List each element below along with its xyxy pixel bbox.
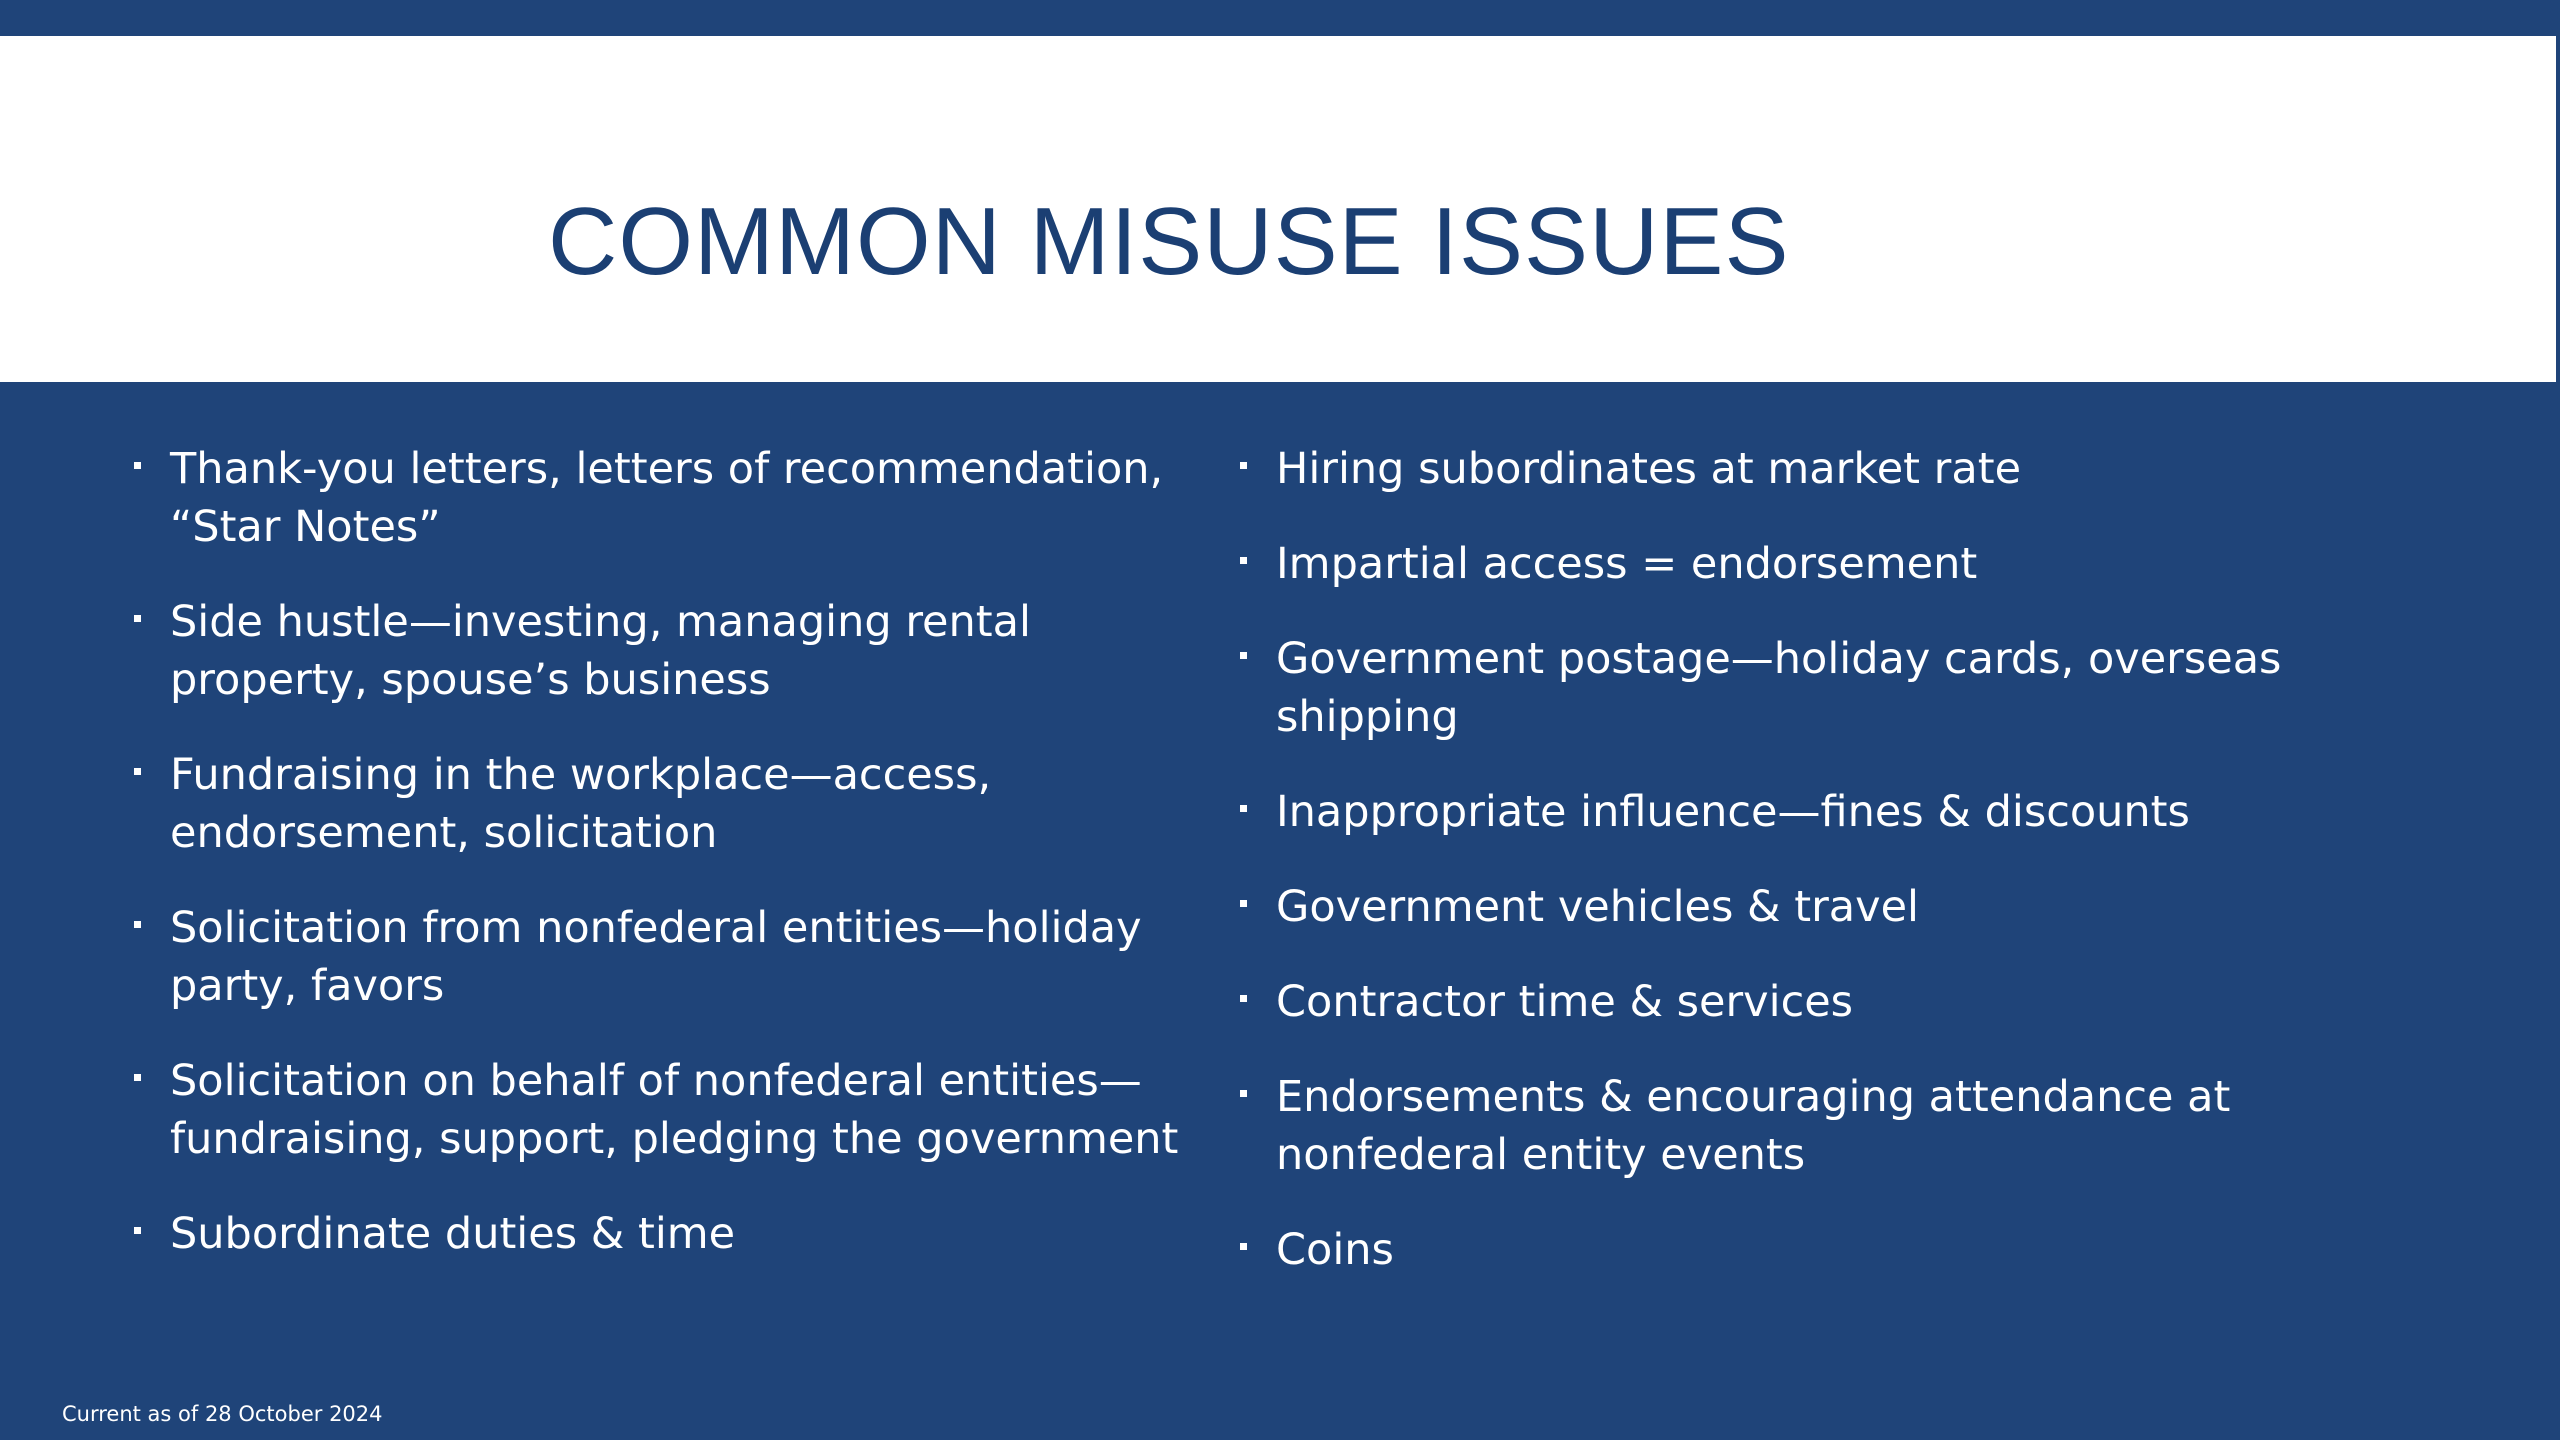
bullet-marker-icon [134,768,141,775]
bullet-text: Impartial access = endorsement [1276,539,1978,589]
bullet-text: Coins [1276,1225,1394,1275]
bullet-item [1240,973,2340,1031]
bullet-marker-icon [1240,1243,1247,1250]
bullet-item [134,1205,1194,1263]
bullet-text: Solicitation on behalf of nonfederal entities—fundraising, support, pledging the government [170,1056,1179,1164]
bullet-text: Solicitation from nonfederal entities—holiday party, favors [170,903,1142,1011]
bullet-marker-icon [1240,1090,1247,1097]
bullet-marker-icon [134,462,141,469]
bullet-marker-icon [1240,995,1247,1002]
bullet-text: Government postage—holiday cards, overseas shipping [1276,634,2282,742]
top-bar [0,0,2560,36]
bullet-marker-icon [1240,652,1247,659]
bullet-marker-icon [134,1227,141,1234]
bullet-item [1240,630,2340,746]
right-bullet-list [1240,440,2340,1316]
bullet-item [1240,535,2340,593]
bullet-text: Government vehicles & travel [1276,882,1919,932]
slide-title: COMMON MISUSE ISSUES [548,188,1790,295]
bullet-marker-icon [1240,805,1247,812]
bullet-text: Contractor time & services [1276,977,1854,1027]
bullet-marker-icon [1240,462,1247,469]
left-bullet-list [134,440,1194,1300]
bullet-text: Fundraising in the workplace—access, endorsement, solicitation [170,750,992,858]
bullet-text: Thank-you letters, letters of recommendation, “Star Notes” [170,444,1164,552]
bullet-marker-icon [134,615,141,622]
bullet-text: Hiring subordinates at market rate [1276,444,2022,494]
bullet-item [134,746,1194,862]
bullet-marker-icon [1240,900,1247,907]
bullet-text: Side hustle—investing, managing rental property, spouse’s business [170,597,1031,705]
bullet-item [1240,440,2340,498]
bullet-item [1240,1068,2340,1184]
bullet-marker-icon [1240,557,1247,564]
footer-date: Current as of 28 October 2024 [62,1402,383,1426]
title-band [0,36,2560,382]
bullet-marker-icon [134,921,141,928]
bullet-item [1240,1221,2340,1279]
bullet-item [134,593,1194,709]
bullet-item [1240,783,2340,841]
bullet-item [1240,878,2340,936]
bullet-item [134,440,1194,556]
bullet-item [134,1052,1194,1168]
bullet-text: Inappropriate influence—fines & discounts [1276,787,2190,837]
bullet-text: Endorsements & encouraging attendance at nonfederal entity events [1276,1072,2231,1180]
bullet-item [134,899,1194,1015]
bullet-marker-icon [134,1074,141,1081]
bullet-text: Subordinate duties & time [170,1209,736,1259]
